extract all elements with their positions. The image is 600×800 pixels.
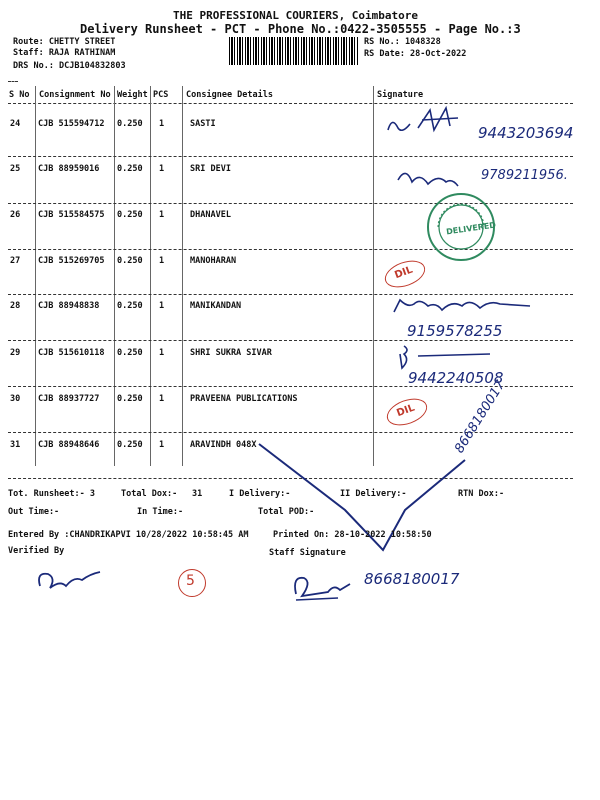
row-weight: 0.250 (117, 394, 143, 404)
row-consignment: CJB 88959016 (38, 164, 100, 174)
route-label: Route: CHETTY STREET (13, 37, 116, 47)
row-consignment: CJB 88948646 (38, 440, 100, 450)
col-line-3 (150, 86, 151, 466)
row-weight: 0.250 (117, 348, 143, 358)
row-sno: 28 (10, 301, 21, 311)
handwritten-phone: 9443203694 (478, 124, 574, 142)
row-sno: 24 (10, 119, 21, 129)
handwritten-phone: 9159578255 (407, 322, 503, 340)
row-pcs: 1 (159, 348, 165, 358)
row-weight: 0.250 (117, 301, 143, 311)
rtn-dox: RTN Dox:- (458, 489, 505, 499)
company-title: THE PROFESSIONAL COURIERS, Coimbatore (173, 9, 419, 22)
col-consignment-header: Consignment No (39, 90, 111, 100)
row-pcs: 1 (159, 394, 165, 404)
row-pcs: 1 (159, 440, 165, 450)
drs-number: DRS No.: DCJB104832803 (13, 61, 126, 71)
rs-date: RS Date: 28-Oct-2022 (364, 49, 467, 59)
row-consignment: CJB 515584575 (38, 210, 105, 220)
row-sno: 26 (10, 210, 21, 220)
handwritten-phone: 8668180017 (452, 377, 509, 456)
row-pcs: 1 (159, 256, 165, 266)
row-consignment: CJB 88948838 (38, 301, 100, 311)
col-line-5 (373, 86, 374, 466)
ii-delivery: II Delivery:- (340, 489, 407, 499)
row-consignee: SASTI (190, 119, 216, 129)
seal-text: DELIVERED (445, 220, 497, 237)
circled-number (178, 569, 206, 597)
rs-number: RS No.: 1048328 (364, 37, 441, 47)
total-pod: Total POD:- (258, 507, 315, 517)
handwritten-phone: 9789211956. (481, 168, 568, 183)
row-consignment: CJB 88937727 (38, 394, 100, 404)
col-line-1 (35, 86, 36, 466)
row-pcs: 1 (159, 210, 165, 220)
total-dox-value: 31 (192, 489, 203, 499)
verified-by: Verified By (8, 546, 65, 556)
row-consignee: DHANAVEL (190, 210, 231, 220)
row-consignee: MANOHARAN (190, 256, 237, 266)
entered-by: Entered By :CHANDRIKAPVI 10/28/2022 10:58:45 AM (8, 530, 249, 540)
row-consignment: CJB 515594712 (38, 119, 105, 129)
row-pcs: 1 (159, 119, 165, 129)
row-sno: 29 (10, 348, 21, 358)
col-weight-header: Weight (117, 90, 148, 100)
row-consignment: CJB 515610118 (38, 348, 105, 358)
row-pcs: 1 (159, 164, 165, 174)
row-pcs: 1 (159, 301, 165, 311)
i-delivery: I Delivery:- (229, 489, 291, 499)
col-sno-header: S No (9, 90, 30, 100)
in-time: In Time:- (137, 507, 184, 517)
row-weight: 0.250 (117, 210, 143, 220)
staff-phone: 8668180017 (364, 570, 460, 588)
col-pcs-header: PCS (153, 90, 169, 100)
total-dox-label: Total Dox:- (121, 489, 178, 499)
row-consignee: SHRI SUKRA SIVAR (190, 348, 272, 358)
printed-on: Printed On: 28-10-2022 10:58:50 (273, 530, 432, 540)
staff-label: Staff: RAJA RATHINAM (13, 48, 116, 58)
row-consignee: SRI DEVI (190, 164, 231, 174)
row-consignment: CJB 515269705 (38, 256, 105, 266)
row-weight: 0.250 (117, 119, 143, 129)
tot-runsheet: Tot. Runsheet:- 3 (8, 489, 95, 499)
dil-stamp-text: DIL (393, 264, 415, 282)
dil-stamp-text: DIL (395, 402, 417, 420)
barcode (229, 37, 359, 65)
row-weight: 0.250 (117, 440, 143, 450)
verifier-signature (30, 560, 110, 600)
col-signature-header: Signature (377, 90, 424, 100)
row-sno: 27 (10, 256, 21, 266)
circled-number-text: 5 (186, 573, 195, 589)
row-consignee: MANIKANDAN (190, 301, 242, 311)
staff-signature-label: Staff Signature (269, 548, 346, 558)
col-line-4 (182, 86, 183, 466)
col-consignee-header: Consignee Details (186, 90, 273, 100)
row-consignee: PRAVEENA PUBLICATIONS (190, 394, 298, 404)
runsheet-subtitle: Delivery Runsheet - PCT - Phone No.:0422-3505555 - Page No.:3 (80, 22, 521, 36)
row-weight: 0.250 (117, 164, 143, 174)
row-consignee: ARAVINDH 048X (190, 440, 257, 450)
out-time: Out Time:- (8, 507, 60, 517)
row-sno: 25 (10, 164, 21, 174)
staff-signature (288, 566, 358, 606)
row-weight: 0.250 (117, 256, 143, 266)
col-line-2 (114, 86, 115, 466)
row-sno: 31 (10, 440, 21, 450)
row-sno: 30 (10, 394, 21, 404)
header-divider-top (8, 81, 18, 82)
handwritten-phone: 9442240508 (408, 369, 504, 387)
